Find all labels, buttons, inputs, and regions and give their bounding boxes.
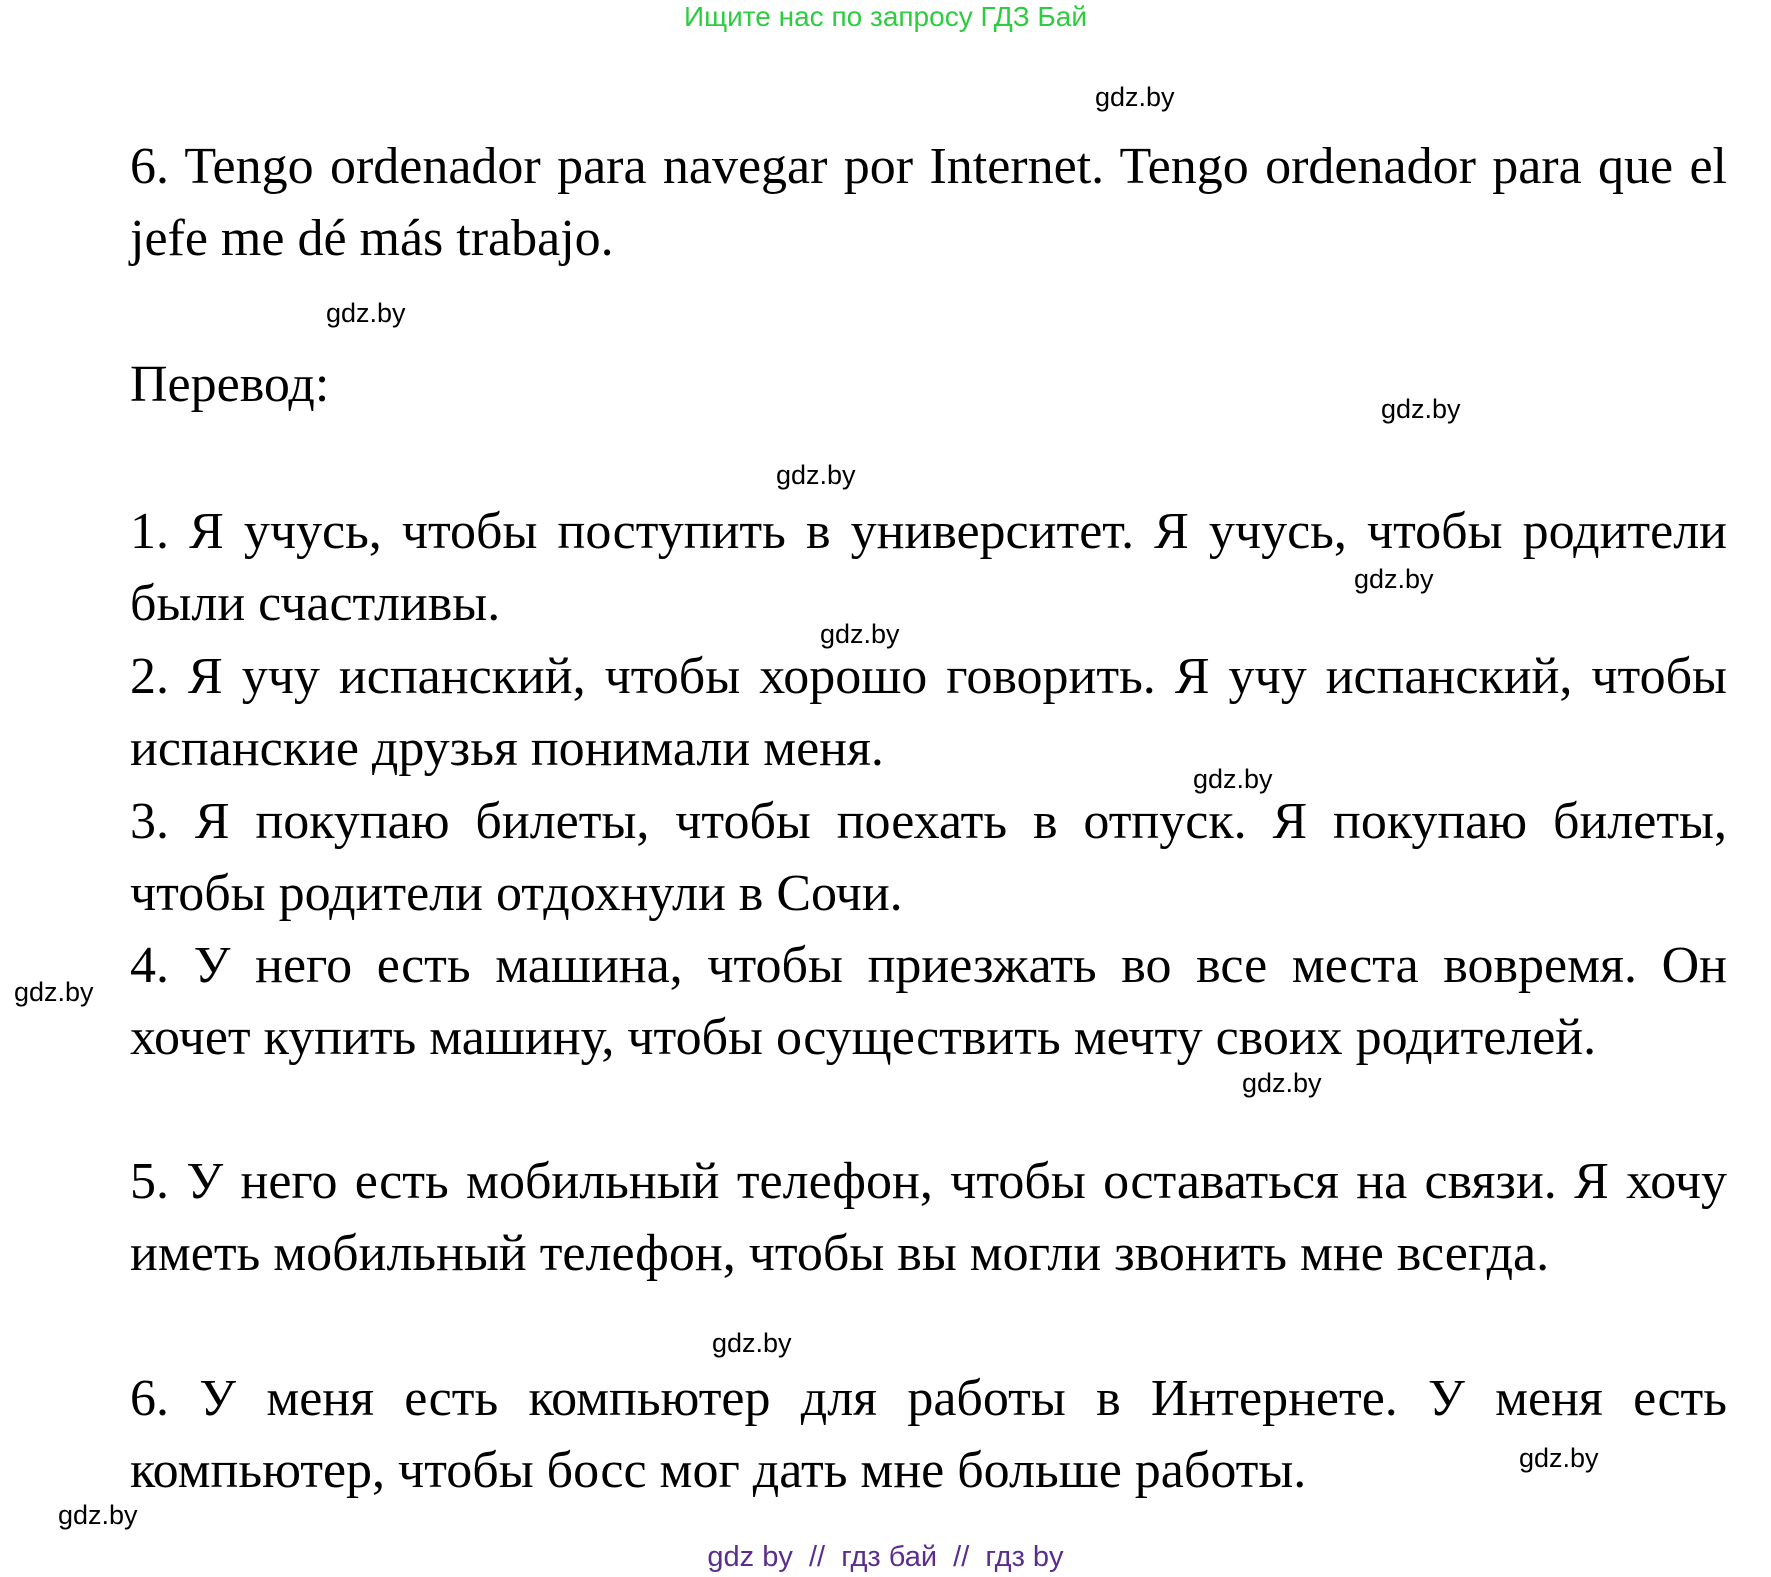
watermark: gdz.by (14, 977, 94, 1007)
watermark: gdz.by (1242, 1068, 1322, 1098)
watermark: gdz.by (776, 460, 856, 490)
watermark: gdz.by (1193, 764, 1273, 794)
watermark: gdz.by (820, 619, 900, 649)
translation-heading: Перевод: (130, 356, 330, 413)
watermark: gdz.by (712, 1328, 792, 1358)
watermark: gdz.by (1354, 564, 1434, 594)
watermark: gdz.by (1381, 394, 1461, 424)
footer-links[interactable]: gdz by // гдз бай // гдз by (707, 1541, 1064, 1573)
translation-item-1: 1. Я учусь, чтобы поступить в университет. Я учусь, чтобы родители были счастливы. (130, 503, 1727, 632)
watermark: gdz.by (1519, 1443, 1599, 1473)
translation-item-3: 3. Я покупаю билеты, чтобы поехать в отпуск. Я покупаю билеты, чтобы родители отдохнули в Сочи. (130, 793, 1727, 922)
watermark: gdz.by (58, 1500, 138, 1530)
translation-item-6: 6. У меня есть компьютер для работы в Интернете. У меня есть компьютер, чтобы босс мог дать мне больше работы. (130, 1370, 1727, 1499)
translation-item-5: 5. У него есть мобильный телефон, чтобы оставаться на связи. Я хочу иметь мобильный телефон, чтобы вы могли звонить мне всегда. (130, 1153, 1727, 1282)
spanish-item-6: 6. Tengo ordenador para navegar por Internet. Tengo ordenador para que el jefe me dé más trabajo. (130, 138, 1727, 267)
translation-item-2: 2. Я учу испанский, чтобы хорошо говорить. Я учу испанский, чтобы испанские друзья понимали меня. (130, 648, 1727, 777)
header-search-link[interactable]: Ищите нас по запросу ГДЗ Бай (683, 1, 1088, 32)
watermark: gdz.by (1095, 82, 1175, 112)
watermark: gdz.by (326, 298, 406, 328)
translation-item-4: 4. У него есть машина, чтобы приезжать во все места вовремя. Он хочет купить машину, чтобы осуществить мечту своих родителей. (130, 937, 1727, 1066)
